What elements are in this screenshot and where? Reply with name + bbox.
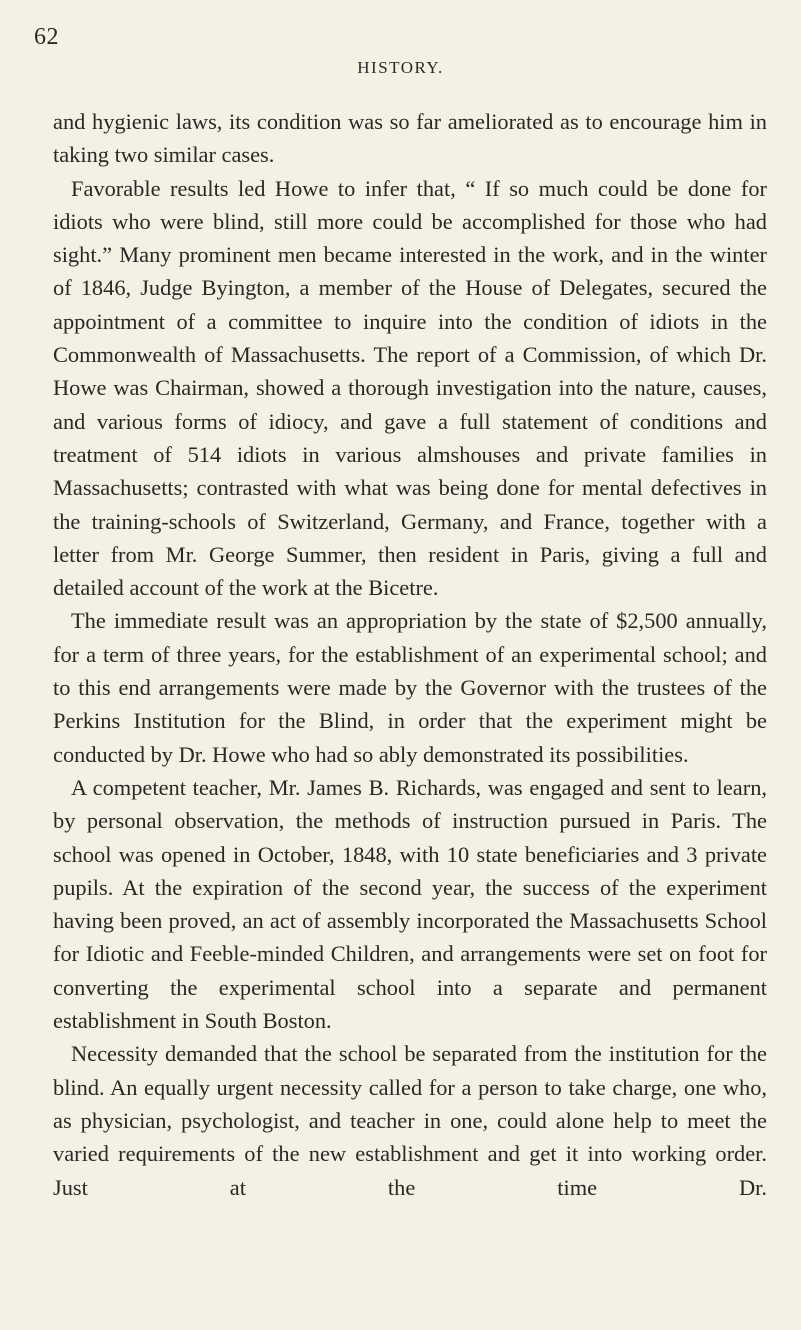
paragraph-appropriation: The immediate result was an appropriation by the state of $2,500 annually, for a term of three years, for the establishment of an experimental school; and to this end arrangements were made by the Governor with the trustees of the Perkins Institution for the Blind, in order that the experiment might be conducted by Dr. Howe who had so ably demonstrated its possibilities. [53,608,767,767]
paragraph-favorable-results: Favorable results led Howe to infer that, “ If so much could be done for idiots who were blind, still more could be accomplished for those who had sight.” Many prominent men became interested in the work, and in the winter of 1846, Judge Byington, a member of the House of Delegates, secured the appointment of a committee to inquire into the condition of idiots in the Commonwealth of Massachusetts. The report of a Commission, of which Dr. Howe was Chairman, showed a thorough investigation into the nature, causes, and various forms of idiocy, and gave a full statement of conditions and treatment of 514 idiots in various almshouses and private families in Massachusetts; contrasted with what was being done for mental defectives in the training-schools of Switzerland, Germany, and France, together with a letter from Mr. George Summer, then resident in Paris, giving a full and detailed account of the work at the Bicetre. [53,175,767,601]
paragraph-necessity: Necessity demanded that the school be separated from the institution for the blind. An equally urgent necessity called for a person to take charge, one who, as physician, psychologist, and teacher in one, could alone help to meet the varied requirements of the new establishment and get it into working order. Just at the time Dr. [53,1041,767,1200]
body-text [53,105,767,1204]
running-head: HISTORY. [357,58,444,77]
paragraph-continued: and hygienic laws, its condition was so far ameliorated as to encourage him in taking two similar cases. [53,109,767,168]
paragraph-competent-teacher: A competent teacher, Mr. James B. Richards, was engaged and sent to learn, by personal observation, the methods of instruction pursued in Paris. The school was opened in October, 1848, with 10 state beneficiaries and 3 private pupils. At the expiration of the second year, the success of the experiment having been proved, an act of assembly incorporated the Massachusetts School for Idiotic and Feeble-minded Children, and arrangements were set on foot for converting the experimental school into a separate and permanent establishment in South Boston. [53,774,767,1034]
page-number: 62 [34,24,59,50]
